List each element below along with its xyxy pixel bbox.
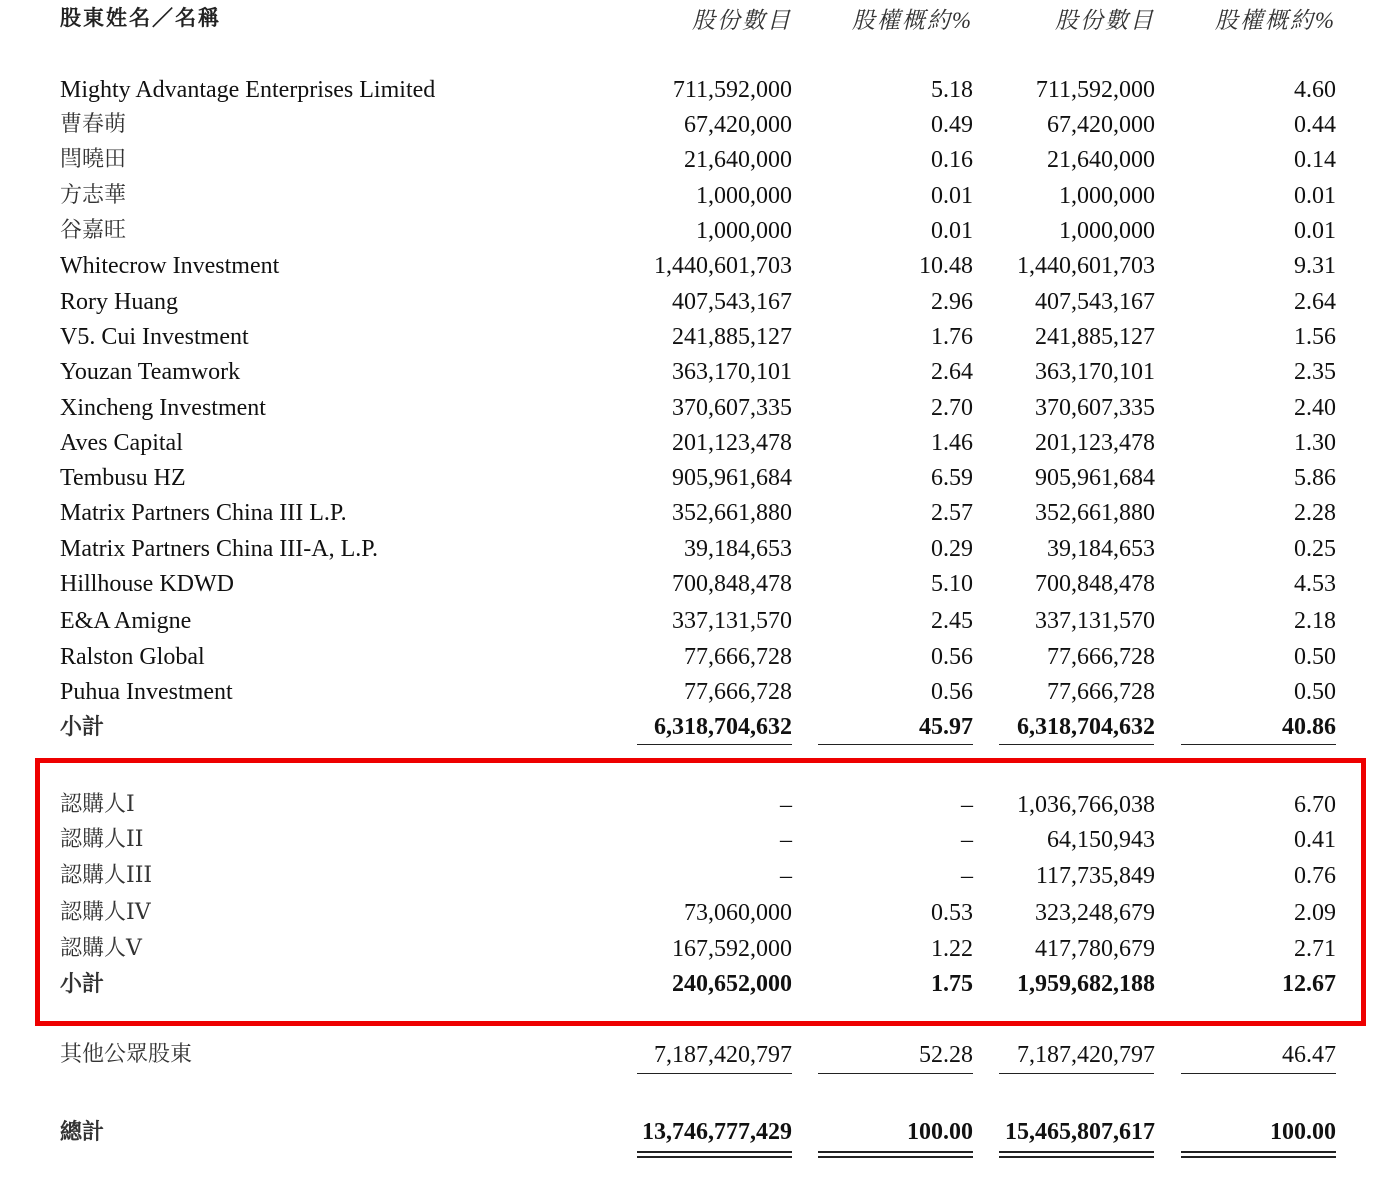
row-name: 認購人II xyxy=(60,827,144,852)
row-shares-after: 363,170,101 xyxy=(1035,359,1155,385)
row-shares-after: 352,661,880 xyxy=(1035,500,1155,526)
row-shares-before: 370,607,335 xyxy=(672,395,792,421)
row-shares-after: 39,184,653 xyxy=(1047,536,1155,562)
public-rule xyxy=(818,1073,973,1074)
table-row xyxy=(0,788,1399,822)
row-shares-after: 1,036,766,038 xyxy=(1017,792,1155,818)
row-name: Youzan Teamwork xyxy=(60,359,241,385)
row-shares-before: 39,184,653 xyxy=(684,536,792,562)
row-name: Rory Huang xyxy=(60,289,178,315)
row-shares-after: 21,640,000 xyxy=(1047,147,1155,173)
total-shares-before: 13,746,777,429 xyxy=(642,1119,792,1145)
table-row xyxy=(0,320,1399,354)
row-name: Xincheng Investment xyxy=(60,395,266,421)
subtotal-label: 小計 xyxy=(60,971,105,997)
row-shares-after: 711,592,000 xyxy=(1035,77,1155,103)
row-name: 閆曉田 xyxy=(60,147,127,172)
row-shares-after: 201,123,478 xyxy=(1035,430,1155,456)
row-percent-before: 6.59 xyxy=(931,465,973,491)
table-row xyxy=(0,285,1399,319)
row-name: Aves Capital xyxy=(60,430,183,456)
row-percent-after: 2.09 xyxy=(1294,900,1336,926)
total-double-rule xyxy=(818,1151,973,1158)
row-percent-after: 4.60 xyxy=(1294,77,1336,103)
row-name: Mighty Advantage Enterprises Limited xyxy=(60,77,436,103)
row-shares-before: 700,848,478 xyxy=(672,571,792,597)
total-label: 總計 xyxy=(60,1119,105,1145)
total-shares-after: 15,465,807,617 xyxy=(1005,1119,1155,1145)
row-percent-before: 2.45 xyxy=(931,608,973,634)
subtotal-row xyxy=(0,710,1399,744)
row-percent-after: 0.41 xyxy=(1294,827,1336,853)
row-percent-after: 2.71 xyxy=(1294,936,1336,962)
row-name: 曹春萌 xyxy=(60,112,127,137)
row-shares-before: 73,060,000 xyxy=(684,900,792,926)
row-percent-before: 0.01 xyxy=(931,218,973,244)
subtotal-percent-before: 45.97 xyxy=(919,714,973,740)
row-shares-before: 167,592,000 xyxy=(672,936,792,962)
table-row xyxy=(0,143,1399,177)
row-percent-before: 5.18 xyxy=(931,77,973,103)
table-row xyxy=(0,859,1399,893)
row-shares-after: 1,000,000 xyxy=(1059,183,1155,209)
row-percent-after: 46.47 xyxy=(1282,1042,1336,1068)
subtotal-rule xyxy=(1181,744,1336,745)
row-percent-before: 52.28 xyxy=(919,1042,973,1068)
subtotal-percent-before: 1.75 xyxy=(931,971,973,997)
table-row xyxy=(0,391,1399,425)
total-double-rule xyxy=(637,1151,792,1158)
row-percent-after: 0.50 xyxy=(1294,679,1336,705)
row-name: Puhua Investment xyxy=(60,679,233,705)
row-shares-before: – xyxy=(780,827,792,853)
total-double-rule xyxy=(1181,1151,1336,1158)
table-row xyxy=(0,532,1399,566)
row-percent-before: 2.64 xyxy=(931,359,973,385)
table-row xyxy=(0,675,1399,709)
table-row xyxy=(0,108,1399,142)
public-rule xyxy=(1181,1073,1336,1074)
row-name: E&A Amigne xyxy=(60,608,192,634)
row-shares-after: 1,440,601,703 xyxy=(1017,253,1155,279)
table-row xyxy=(0,932,1399,966)
row-name: Ralston Global xyxy=(60,644,205,670)
row-name: 認購人V xyxy=(60,936,142,961)
row-percent-after: 0.50 xyxy=(1294,644,1336,670)
row-shares-before: 1,000,000 xyxy=(696,183,792,209)
row-percent-after: 1.56 xyxy=(1294,324,1336,350)
subtotal-row xyxy=(0,967,1399,1001)
row-percent-after: 0.76 xyxy=(1294,863,1336,889)
table-row xyxy=(0,179,1399,213)
row-shares-before: 67,420,000 xyxy=(684,112,792,138)
row-percent-after: 2.35 xyxy=(1294,359,1336,385)
row-percent-before: 0.56 xyxy=(931,679,973,705)
row-shares-after: 905,961,684 xyxy=(1035,465,1155,491)
row-shares-before: 905,961,684 xyxy=(672,465,792,491)
row-shares-after: 370,607,335 xyxy=(1035,395,1155,421)
row-shares-before: – xyxy=(780,863,792,889)
header-shareholder-name: 股東姓名／名稱 xyxy=(60,6,221,30)
row-percent-before: – xyxy=(961,792,973,818)
row-shares-after: 7,187,420,797 xyxy=(1017,1042,1155,1068)
row-percent-after: 0.01 xyxy=(1294,183,1336,209)
row-name: 谷嘉旺 xyxy=(60,218,127,243)
row-percent-before: 0.01 xyxy=(931,183,973,209)
row-percent-after: 2.64 xyxy=(1294,289,1336,315)
row-shares-before: 21,640,000 xyxy=(684,147,792,173)
row-shares-after: 117,735,849 xyxy=(1035,863,1155,889)
row-shares-after: 64,150,943 xyxy=(1047,827,1155,853)
row-percent-after: 0.14 xyxy=(1294,147,1336,173)
row-name: 方志華 xyxy=(60,183,127,208)
row-percent-before: 0.49 xyxy=(931,112,973,138)
row-percent-before: 2.96 xyxy=(931,289,973,315)
row-name: Matrix Partners China III L.P. xyxy=(60,500,347,526)
table-row xyxy=(0,567,1399,601)
total-row xyxy=(0,1115,1399,1149)
row-shares-before: 337,131,570 xyxy=(672,608,792,634)
row-percent-before: 0.16 xyxy=(931,147,973,173)
public-rule xyxy=(999,1073,1154,1074)
row-percent-before: 2.70 xyxy=(931,395,973,421)
table-row xyxy=(0,249,1399,283)
subtotal-label: 小計 xyxy=(60,714,105,740)
subtotal-percent-after: 40.86 xyxy=(1282,714,1336,740)
row-percent-after: 1.30 xyxy=(1294,430,1336,456)
row-name: 認購人IV xyxy=(60,900,151,925)
row-percent-before: – xyxy=(961,863,973,889)
total-percent-before: 100.00 xyxy=(907,1119,973,1145)
row-shares-after: 337,131,570 xyxy=(1035,608,1155,634)
row-name: Whitecrow Investment xyxy=(60,253,280,279)
header-percent-after: 股權概約% xyxy=(1214,8,1336,33)
row-percent-after: 4.53 xyxy=(1294,571,1336,597)
row-percent-before: 0.56 xyxy=(931,644,973,670)
row-shares-before: – xyxy=(780,792,792,818)
row-name: Matrix Partners China III-A, L.P. xyxy=(60,536,378,562)
public-rule xyxy=(637,1073,792,1074)
row-shares-after: 67,420,000 xyxy=(1047,112,1155,138)
row-shares-before: 1,000,000 xyxy=(696,218,792,244)
row-shares-after: 417,780,679 xyxy=(1035,936,1155,962)
row-name: 其他公眾股東 xyxy=(60,1042,193,1067)
row-shares-before: 407,543,167 xyxy=(672,289,792,315)
subtotal-shares-after: 1,959,682,188 xyxy=(1017,971,1155,997)
total-percent-after: 100.00 xyxy=(1270,1119,1336,1145)
row-shares-after: 700,848,478 xyxy=(1035,571,1155,597)
row-percent-after: 2.28 xyxy=(1294,500,1336,526)
row-name: Tembusu HZ xyxy=(60,465,186,491)
public-shareholders-row xyxy=(0,1038,1399,1072)
row-percent-before: 1.22 xyxy=(931,936,973,962)
row-percent-before: 10.48 xyxy=(919,253,973,279)
table-row xyxy=(0,461,1399,495)
subtotal-rule xyxy=(999,744,1154,745)
table-row xyxy=(0,73,1399,107)
header-percent-before: 股權概約% xyxy=(851,8,973,33)
row-name: V5. Cui Investment xyxy=(60,324,249,350)
row-shares-before: 77,666,728 xyxy=(684,644,792,670)
row-percent-after: 2.18 xyxy=(1294,608,1336,634)
row-percent-before: 5.10 xyxy=(931,571,973,597)
row-percent-after: 2.40 xyxy=(1294,395,1336,421)
header-shares-before: 股份數目 xyxy=(692,8,792,33)
row-shares-after: 77,666,728 xyxy=(1047,644,1155,670)
table-row xyxy=(0,604,1399,638)
subtotal-shares-before: 240,652,000 xyxy=(672,971,792,997)
row-name: 認購人III xyxy=(60,863,153,888)
row-percent-after: 0.25 xyxy=(1294,536,1336,562)
row-shares-before: 241,885,127 xyxy=(672,324,792,350)
row-percent-before: 1.46 xyxy=(931,430,973,456)
row-percent-before: – xyxy=(961,827,973,853)
table-row xyxy=(0,640,1399,674)
row-percent-after: 5.86 xyxy=(1294,465,1336,491)
subtotal-shares-after: 6,318,704,632 xyxy=(1017,714,1155,740)
row-percent-after: 6.70 xyxy=(1294,792,1336,818)
row-percent-before: 2.57 xyxy=(931,500,973,526)
row-shares-before: 1,440,601,703 xyxy=(654,253,792,279)
row-shares-after: 323,248,679 xyxy=(1035,900,1155,926)
row-name: 認購人I xyxy=(60,792,135,817)
row-shares-before: 201,123,478 xyxy=(672,430,792,456)
row-shares-before: 7,187,420,797 xyxy=(654,1042,792,1068)
row-shares-before: 77,666,728 xyxy=(684,679,792,705)
row-percent-after: 9.31 xyxy=(1294,253,1336,279)
table-row xyxy=(0,496,1399,530)
row-shares-before: 352,661,880 xyxy=(672,500,792,526)
table-row xyxy=(0,426,1399,460)
subtotal-shares-before: 6,318,704,632 xyxy=(654,714,792,740)
table-row xyxy=(0,823,1399,857)
row-shares-before: 363,170,101 xyxy=(672,359,792,385)
row-shares-after: 407,543,167 xyxy=(1035,289,1155,315)
header-shares-after: 股份數目 xyxy=(1055,8,1155,33)
table-row xyxy=(0,896,1399,930)
row-percent-after: 0.01 xyxy=(1294,218,1336,244)
row-shares-after: 241,885,127 xyxy=(1035,324,1155,350)
total-double-rule xyxy=(999,1151,1154,1158)
row-percent-before: 0.53 xyxy=(931,900,973,926)
row-shares-after: 1,000,000 xyxy=(1059,218,1155,244)
row-percent-before: 1.76 xyxy=(931,324,973,350)
subtotal-rule xyxy=(818,744,973,745)
row-name: Hillhouse KDWD xyxy=(60,571,234,597)
subtotal-rule xyxy=(637,744,792,745)
row-percent-before: 0.29 xyxy=(931,536,973,562)
row-shares-after: 77,666,728 xyxy=(1047,679,1155,705)
row-percent-after: 0.44 xyxy=(1294,112,1336,138)
table-row xyxy=(0,355,1399,389)
row-shares-before: 711,592,000 xyxy=(672,77,792,103)
subtotal-percent-after: 12.67 xyxy=(1282,971,1336,997)
table-row xyxy=(0,214,1399,248)
